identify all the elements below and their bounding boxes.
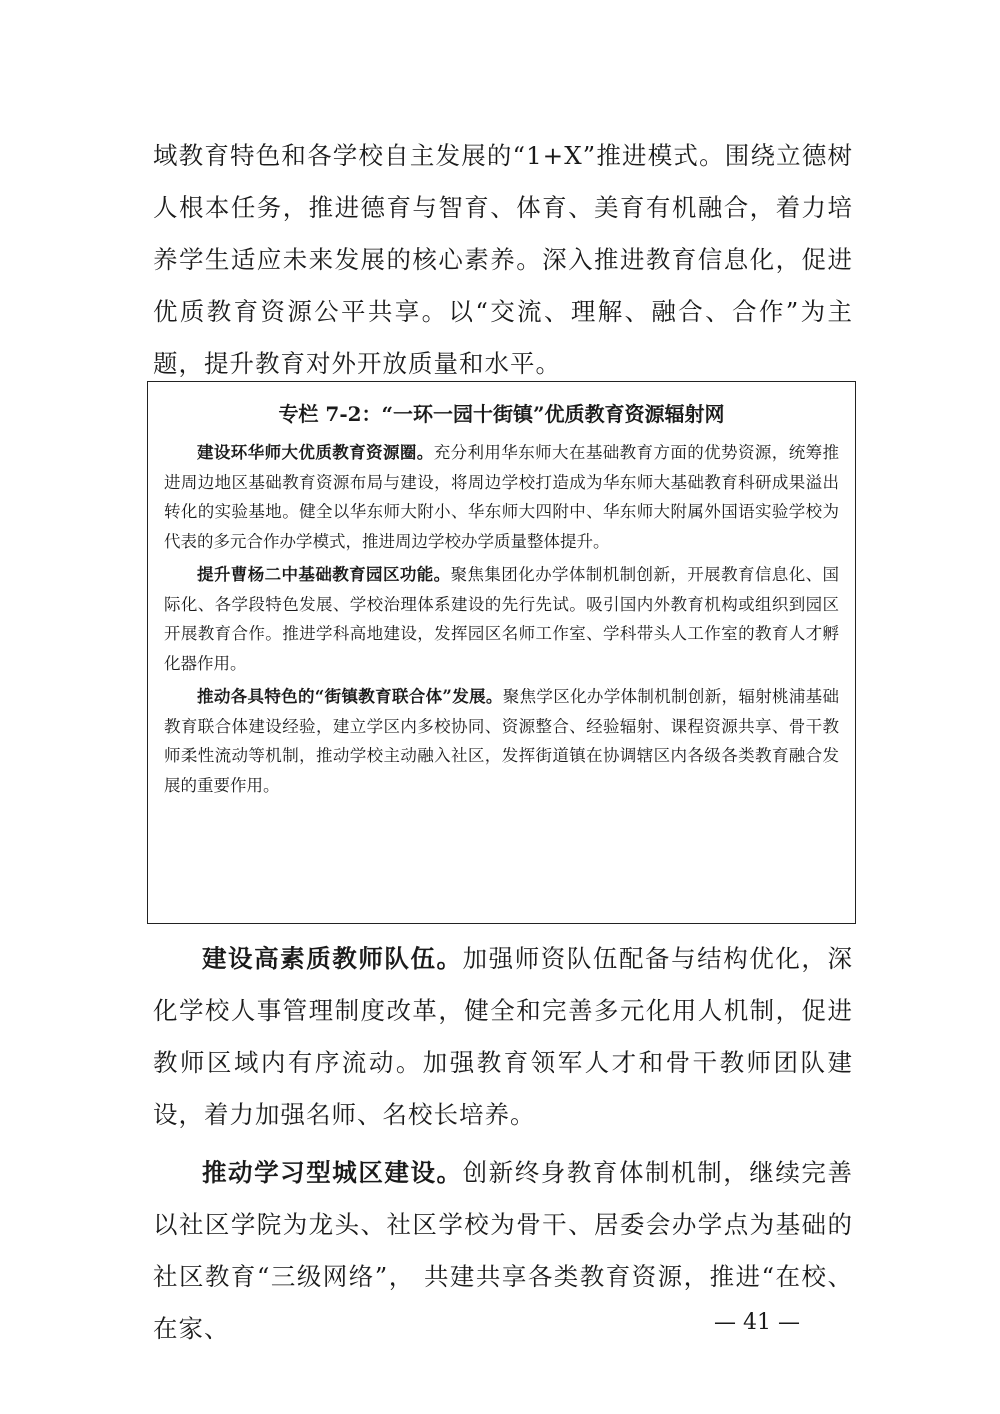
intro-paragraph: 域教育特色和各学校自主发展的“1+X”推进模式。围绕立德树人根本任务，推进德育与智育、体育、美育有机融合，着力培养学生适应未来发展的核心素养。深入推进教育信息化，促进优质教育资源公平共享。以“交流、理解、融合、合作”为主题，提升教育对外开放质量和水平。 — [153, 141, 853, 378]
sidebar-item-heading: 建设环华师大优质教育资源圈。 — [197, 443, 434, 462]
body-paragraph-text: 加强师资队伍配备与结构优化，深化学校人事管理制度改革，健全和完善多元化用人机制，促进教师区域内有序流动。加强教育领军人才和骨干教师团队建设，着力加强名师、名校长培养。 — [153, 944, 853, 1129]
sidebar-item — [164, 560, 839, 678]
sidebar-item-text: 充分利用华东师大在基础教育方面的优势资源，统筹推进周边地区基础教育资源布局与建设，将周边学校打造成为华东师大基础教育科研成果溢出转化的实验基地。健全以华东师大附小、华东师大四附中、华东师大附属外国语实验学校为代表的多元合作办学模式，推进周边学校办学质量整体提升。 — [164, 443, 840, 551]
body-section — [153, 933, 853, 1361]
sidebar-item-heading: 提升曹杨二中基础教育园区功能。 — [197, 565, 451, 584]
sidebar-item-heading: 推动各具特色的“街镇教育联合体”发展。 — [197, 687, 503, 706]
body-paragraph-heading: 推动学习型城区建设。 — [202, 1158, 463, 1187]
sidebar-item — [164, 438, 839, 556]
intro-section — [153, 130, 853, 390]
body-paragraph — [153, 933, 853, 1141]
sidebar-title: 专栏 7-2：“一环一园十街镇”优质教育资源辐射网 — [278, 402, 725, 426]
body-paragraph-text: 创新终身教育体制机制，继续完善以社区学院为龙头、社区学校为骨干、居委会办学点为基础的社区教育“三级网络”， 共建共享各类教育资源，推进“在校、在家、 — [153, 1158, 853, 1343]
sidebar-item-text: 聚焦集团化办学体制机制创新，开展教育信息化、国际化、各学段特色发展、学校治理体系建设的先行先试。吸引国内外教育机构或组织到园区开展教育合作。推进学科高地建设，发挥园区名师工作室、学科带头人工作室的教育人才孵化器作用。 — [164, 565, 840, 673]
body-paragraph-heading: 建设高素质教师队伍。 — [202, 944, 463, 973]
sidebar-box-7-2 — [147, 381, 856, 924]
sidebar-item — [164, 682, 839, 800]
page-number: — 41 — — [714, 1310, 800, 1335]
sidebar-item-text: 聚焦学区化办学体制机制创新，辐射桃浦基础教育联合体建设经验，建立学区内多校协同、资源整合、经验辐射、课程资源共享、骨干教师柔性流动等机制，推动学校主动融入社区，发挥街道镇在协调辖区内各级各类教育融合发展的重要作用。 — [164, 687, 840, 795]
